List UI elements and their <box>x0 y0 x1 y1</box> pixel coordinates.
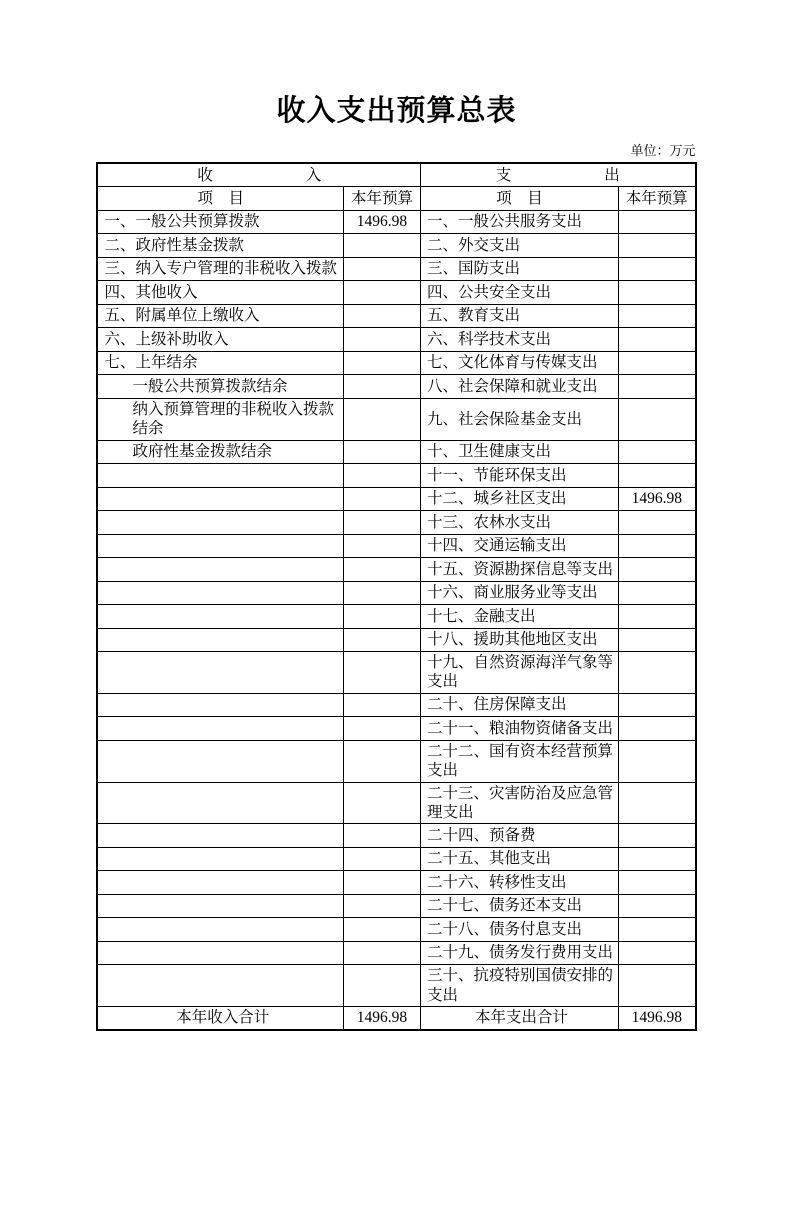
table-row <box>97 847 695 871</box>
table-row <box>97 717 695 741</box>
income-item-cell <box>97 558 343 582</box>
table-row <box>97 398 695 440</box>
expense-item-cell: 二十二、国有资本经营预算支出 <box>421 740 619 782</box>
expense-item-cell: 七、文化体育与传媒支出 <box>421 351 619 375</box>
table-row <box>97 740 695 782</box>
income-item-cell: 一般公共预算拨款结余 <box>97 375 343 399</box>
income-section-header: 收 入 <box>97 163 420 187</box>
income-value-cell <box>343 234 420 258</box>
income-item-cell <box>97 464 343 488</box>
income-value-cell <box>343 894 420 918</box>
income-value-cell <box>343 440 420 464</box>
table-row <box>97 605 695 629</box>
expense-item-cell: 十、卫生健康支出 <box>421 440 619 464</box>
income-value-cell <box>343 693 420 717</box>
expense-item-cell: 二十五、其他支出 <box>421 847 619 871</box>
expense-item-cell: 二十、住房保障支出 <box>421 693 619 717</box>
income-item-cell <box>97 824 343 848</box>
expense-item-header: 项 目 <box>421 187 619 211</box>
table-row <box>97 511 695 535</box>
income-item-cell: 五、附属单位上缴收入 <box>97 304 343 328</box>
income-value-cell <box>343 581 420 605</box>
table-row <box>97 782 695 824</box>
income-value-cell <box>343 965 420 1007</box>
income-item-cell <box>97 941 343 965</box>
income-value-cell <box>343 871 420 895</box>
expense-value-cell <box>619 375 696 399</box>
income-item-cell <box>97 693 343 717</box>
income-item-cell <box>97 534 343 558</box>
column-header-row <box>97 187 695 211</box>
expense-item-cell: 二十七、债务还本支出 <box>421 894 619 918</box>
table-row <box>97 210 695 234</box>
income-value-cell <box>343 652 420 694</box>
expense-value-cell <box>619 351 696 375</box>
expense-item-cell: 三、国防支出 <box>421 257 619 281</box>
expense-value-cell <box>619 257 696 281</box>
expense-item-cell: 十八、援助其他地区支出 <box>421 628 619 652</box>
expense-item-cell: 六、科学技术支出 <box>421 328 619 352</box>
income-value-cell <box>343 351 420 375</box>
expense-value-cell <box>619 558 696 582</box>
table-row <box>97 464 695 488</box>
income-value-cell <box>343 918 420 942</box>
table-row <box>97 628 695 652</box>
expense-value-cell <box>619 693 696 717</box>
income-item-cell <box>97 628 343 652</box>
income-budget-header: 本年预算 <box>343 187 420 211</box>
expense-section-header: 支 出 <box>421 163 696 187</box>
income-item-cell: 四、其他收入 <box>97 281 343 305</box>
income-value-cell <box>343 628 420 652</box>
expense-total-value: 1496.98 <box>619 1007 696 1031</box>
table-row <box>97 693 695 717</box>
expense-value-cell <box>619 605 696 629</box>
table-row <box>97 871 695 895</box>
income-value-cell <box>343 511 420 535</box>
expense-item-cell: 八、社会保障和就业支出 <box>421 375 619 399</box>
expense-item-cell: 四、公共安全支出 <box>421 281 619 305</box>
income-item-cell: 纳入预算管理的非税收入拨款结余 <box>97 398 343 440</box>
income-value-cell <box>343 534 420 558</box>
income-item-cell <box>97 918 343 942</box>
expense-item-cell: 二十一、粮油物资储备支出 <box>421 717 619 741</box>
expense-item-cell: 二十六、转移性支出 <box>421 871 619 895</box>
income-item-cell: 政府性基金拨款结余 <box>97 440 343 464</box>
income-item-cell: 三、纳入专户管理的非税收入拨款 <box>97 257 343 281</box>
income-value-cell <box>343 375 420 399</box>
expense-value-cell <box>619 511 696 535</box>
income-item-cell <box>97 581 343 605</box>
income-item-cell <box>97 511 343 535</box>
table-row <box>97 894 695 918</box>
section-header-row <box>97 163 695 187</box>
table-row <box>97 375 695 399</box>
income-item-header: 项 目 <box>97 187 343 211</box>
table-row <box>97 965 695 1007</box>
expense-value-cell <box>619 824 696 848</box>
page-title: 收入支出预算总表 <box>276 95 517 127</box>
income-item-cell <box>97 894 343 918</box>
expense-value-cell <box>619 941 696 965</box>
table-row <box>97 234 695 258</box>
expense-value-cell <box>619 464 696 488</box>
table-row <box>97 558 695 582</box>
income-value-cell <box>343 605 420 629</box>
expense-value-cell <box>619 847 696 871</box>
expense-value-cell <box>619 652 696 694</box>
expense-value-cell <box>619 328 696 352</box>
expense-budget-header: 本年预算 <box>619 187 696 211</box>
table-row <box>97 351 695 375</box>
expense-item-cell: 三十、抗疫特别国债安排的支出 <box>421 965 619 1007</box>
expense-item-cell: 五、教育支出 <box>421 304 619 328</box>
expense-item-cell: 二十九、债务发行费用支出 <box>421 941 619 965</box>
expense-value-cell <box>619 304 696 328</box>
table-body <box>97 210 695 1006</box>
expense-value-cell <box>619 581 696 605</box>
expense-value-cell <box>619 918 696 942</box>
expense-value-cell <box>619 440 696 464</box>
income-value-cell <box>343 487 420 511</box>
expense-value-cell <box>619 210 696 234</box>
income-item-cell <box>97 487 343 511</box>
income-value-cell <box>343 464 420 488</box>
expense-item-cell: 二十三、灾害防治及应急管理支出 <box>421 782 619 824</box>
table-row <box>97 304 695 328</box>
table-row <box>97 824 695 848</box>
income-total-value: 1496.98 <box>343 1007 420 1031</box>
table-row <box>97 534 695 558</box>
expense-item-cell: 十九、自然资源海洋气象等支出 <box>421 652 619 694</box>
expense-value-cell <box>619 740 696 782</box>
income-value-cell <box>343 558 420 582</box>
table-row <box>97 328 695 352</box>
expense-value-cell <box>619 534 696 558</box>
income-item-cell: 二、政府性基金拨款 <box>97 234 343 258</box>
expense-item-cell: 二、外交支出 <box>421 234 619 258</box>
expense-item-cell: 二十四、预备费 <box>421 824 619 848</box>
expense-item-cell: 十一、节能环保支出 <box>421 464 619 488</box>
income-item-cell: 七、上年结余 <box>97 351 343 375</box>
expense-total-label: 本年支出合计 <box>421 1007 619 1031</box>
income-value-cell <box>343 941 420 965</box>
unit-label: 单位：万元 <box>630 143 696 159</box>
income-value-cell <box>343 281 420 305</box>
income-item-cell <box>97 847 343 871</box>
table-row <box>97 941 695 965</box>
expense-value-cell <box>619 234 696 258</box>
income-value-cell: 1496.98 <box>343 210 420 234</box>
table-row <box>97 281 695 305</box>
budget-table <box>96 162 696 1031</box>
table-row <box>97 440 695 464</box>
expense-value-cell: 1496.98 <box>619 487 696 511</box>
expense-value-cell <box>619 398 696 440</box>
income-total-label: 本年收入合计 <box>97 1007 343 1031</box>
expense-value-cell <box>619 628 696 652</box>
income-item-cell <box>97 782 343 824</box>
expense-value-cell <box>619 717 696 741</box>
table-row <box>97 918 695 942</box>
expense-item-cell: 十二、城乡社区支出 <box>421 487 619 511</box>
income-value-cell <box>343 257 420 281</box>
expense-value-cell <box>619 894 696 918</box>
income-value-cell <box>343 717 420 741</box>
expense-item-cell: 十六、商业服务业等支出 <box>421 581 619 605</box>
expense-item-cell: 十五、资源勘探信息等支出 <box>421 558 619 582</box>
income-value-cell <box>343 824 420 848</box>
income-item-cell <box>97 965 343 1007</box>
income-value-cell <box>343 398 420 440</box>
income-value-cell <box>343 782 420 824</box>
expense-item-cell: 十四、交通运输支出 <box>421 534 619 558</box>
expense-item-cell: 九、社会保险基金支出 <box>421 398 619 440</box>
income-item-cell <box>97 717 343 741</box>
expense-value-cell <box>619 782 696 824</box>
expense-item-cell: 二十八、债务付息支出 <box>421 918 619 942</box>
table-row <box>97 652 695 694</box>
income-value-cell <box>343 328 420 352</box>
table-row <box>97 487 695 511</box>
income-item-cell: 一、一般公共预算拨款 <box>97 210 343 234</box>
income-item-cell <box>97 740 343 782</box>
income-item-cell: 六、上级补助收入 <box>97 328 343 352</box>
income-value-cell <box>343 304 420 328</box>
total-row <box>97 1007 695 1031</box>
expense-item-cell: 一、一般公共服务支出 <box>421 210 619 234</box>
expense-item-cell: 十三、农林水支出 <box>421 511 619 535</box>
expense-item-cell: 十七、金融支出 <box>421 605 619 629</box>
table-row <box>97 257 695 281</box>
income-item-cell <box>97 652 343 694</box>
expense-value-cell <box>619 965 696 1007</box>
income-value-cell <box>343 740 420 782</box>
expense-value-cell <box>619 281 696 305</box>
table-row <box>97 581 695 605</box>
income-item-cell <box>97 605 343 629</box>
income-item-cell <box>97 871 343 895</box>
income-value-cell <box>343 847 420 871</box>
expense-value-cell <box>619 871 696 895</box>
